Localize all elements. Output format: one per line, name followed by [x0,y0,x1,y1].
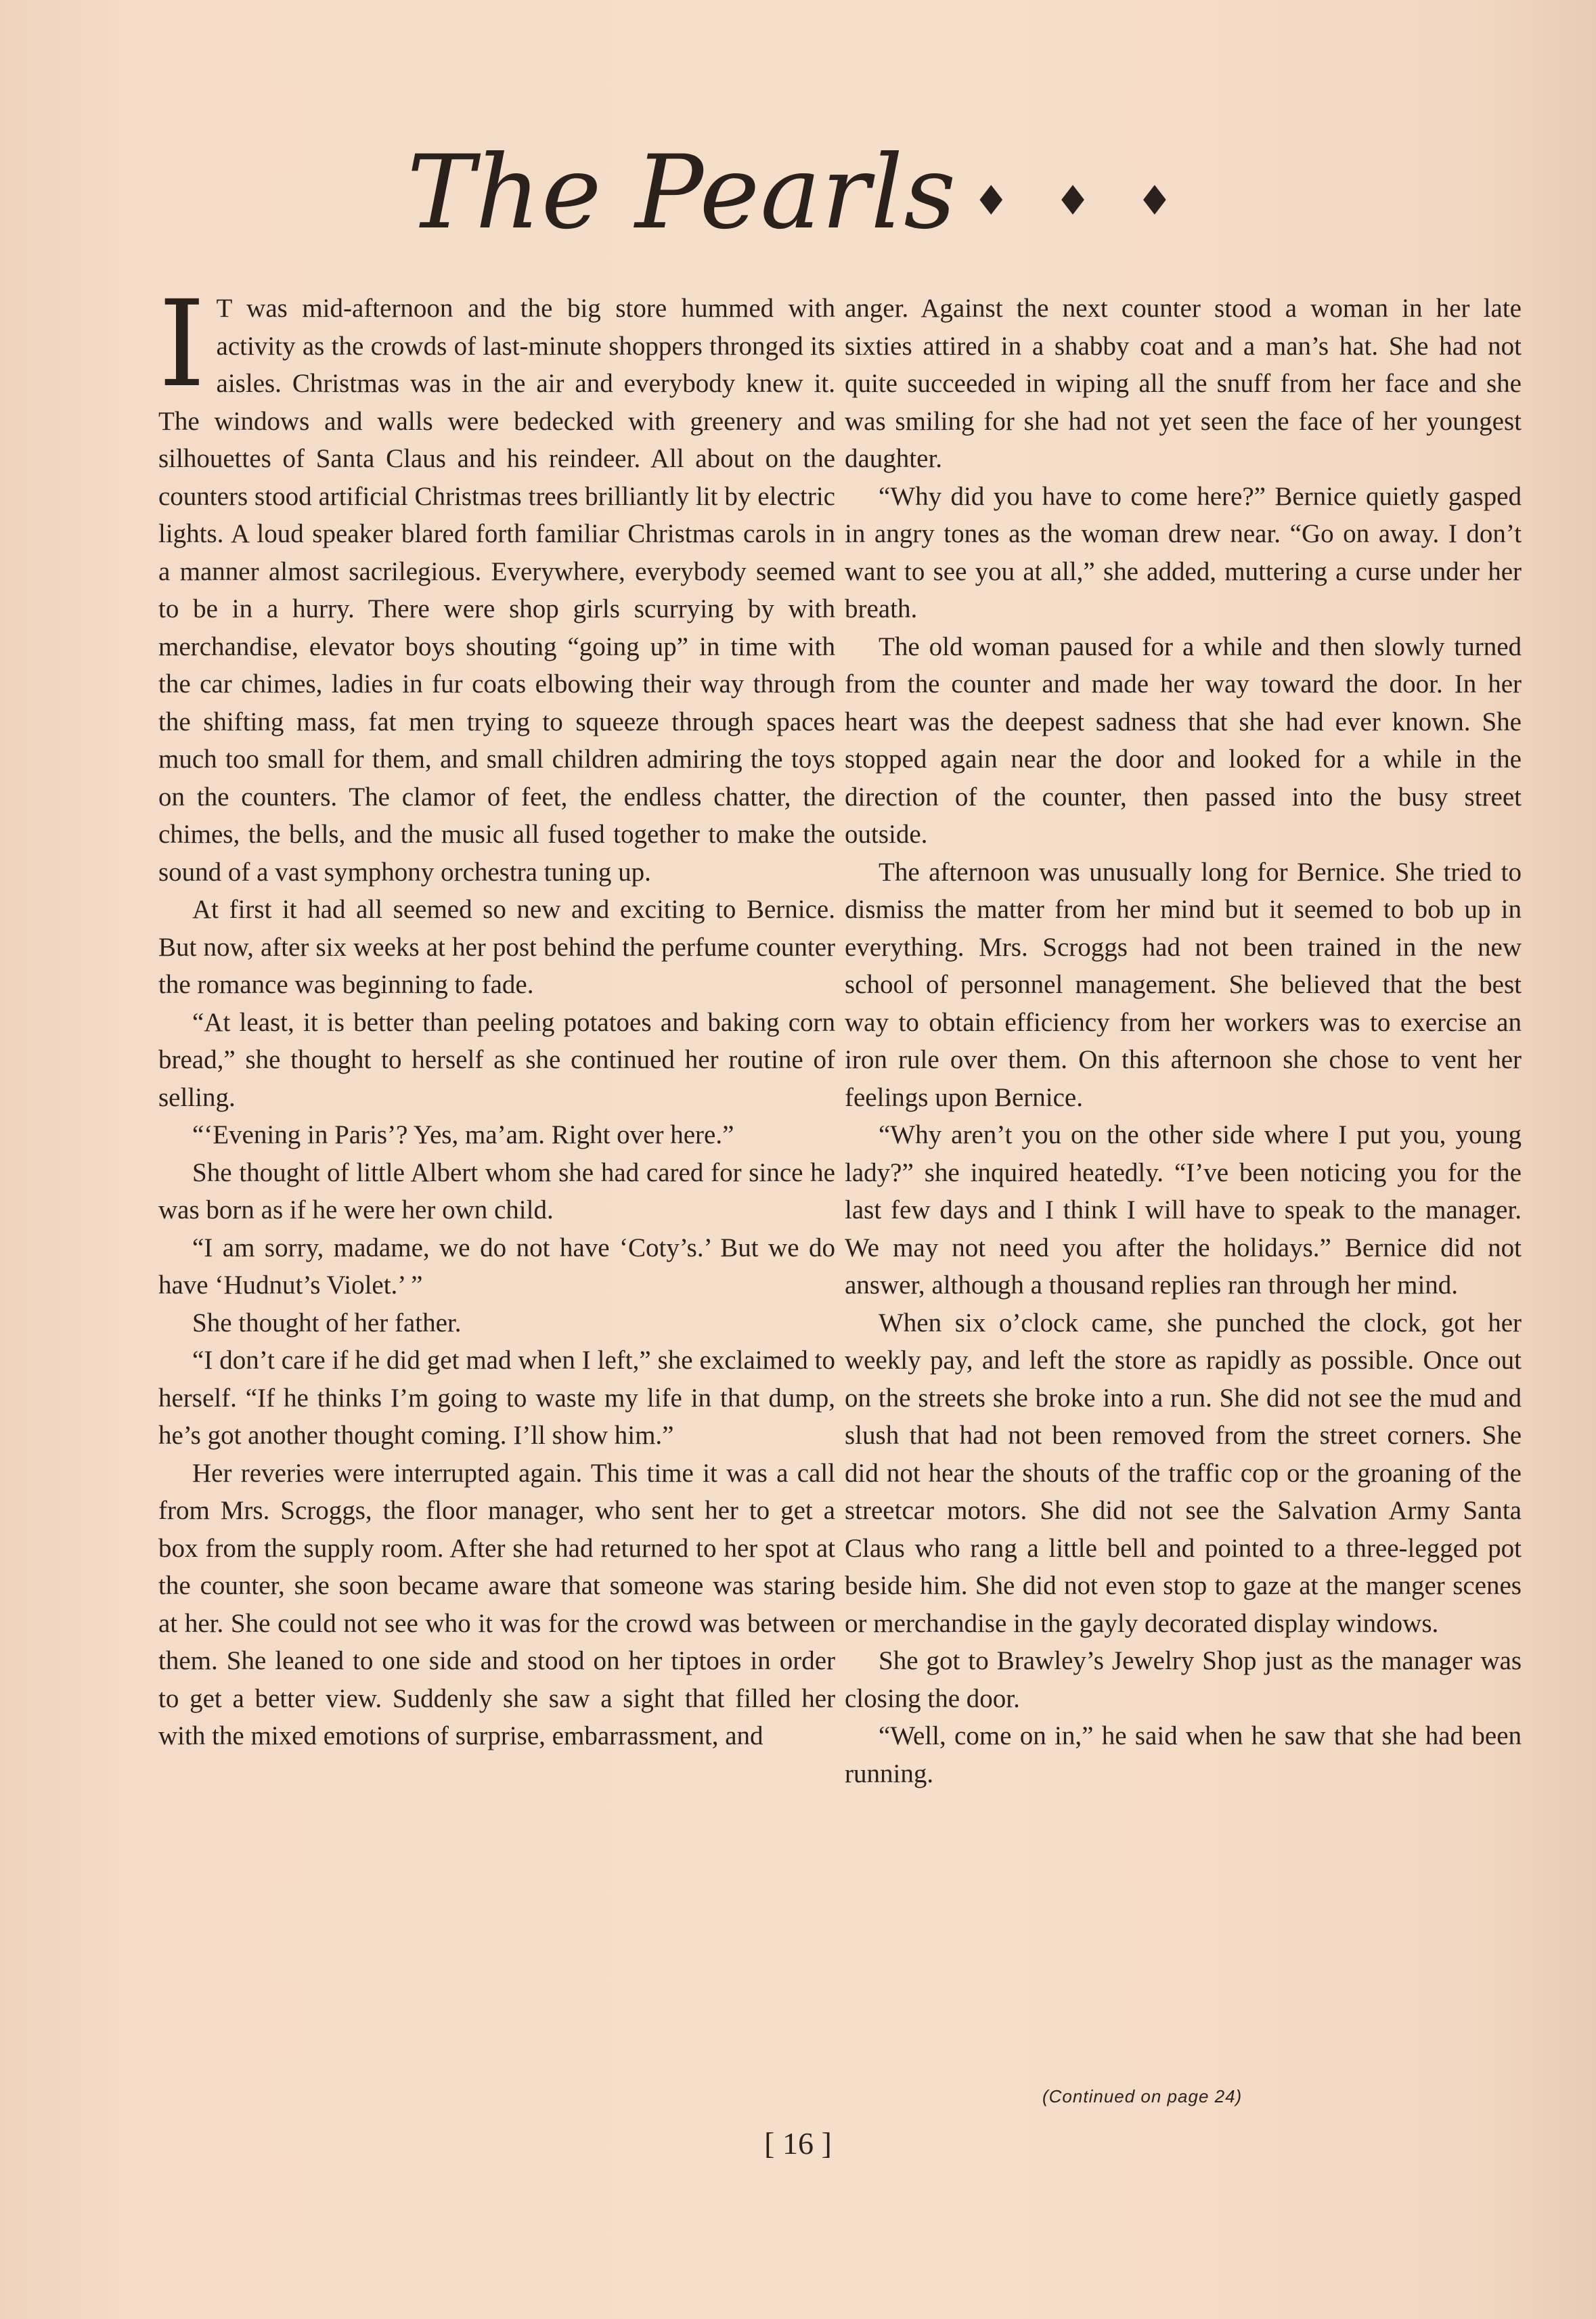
paragraph: “I am sorry, madame, we do not have ‘Coty’s.’ But we do have ‘Hudnut’s Violet.’ ” [158,1233,835,1300]
continued-note: (Continued on page 24) [1042,2086,1243,2106]
story-title [0,135,1596,259]
paragraph: She thought of little Albert whom she had cared for since he was born as if he were her own child. [158,1157,835,1224]
paragraph: “I don’t care if he did get mad when I left,” she exclaimed to herself. “If he thinks I’m going to waste my life in that dump, he’s got another thought coming. I’ll show him.” [158,1346,835,1450]
left-column [158,275,835,1755]
title-text: The Pearls [407,134,957,252]
paragraph: “‘Evening in Paris’? Yes, ma’am. Right over here.” [192,1120,734,1149]
paragraph: The old woman paused for a while and then slowly turned from the counter and made her way toward the door. In her heart was the deepest sadness that she had ever known. She stopped again near the door and looked for a while in the direction of the counter, then passed into the busy street outside. [845,632,1522,849]
paragraph: “Why aren’t you on the other side where I put you, young lady?” she inquired heatedly. “I’ve been noticing you for the last few days and I think I will have to speak to the manager. We may not need you after the holidays.” Bernice did not answer, although a thousand replies ran through her mind. [845,1120,1522,1300]
paragraph: The afternoon was unusually long for Bernice. She tried to dismiss the matter from her mind but it seemed to bob up in everything. Mrs. Scroggs had not been trained in the new school of personnel management. She believed that the best way to obtain efficiency from her workers was to exercise an iron rule over them. On this afternoon she chose to vent her feelings upon Bernice. [845,857,1522,1112]
right-column [845,290,1522,1792]
drop-cap: I [158,275,206,414]
paragraph: At first it had all seemed so new and exciting to Bernice. But now, after six weeks at her post behind the perfume counter the romance was beginning to fade. [158,895,835,999]
paragraph: anger. Against the next counter stood a woman in her late sixties attired in a shabby coat and a man’s hat. She had not quite succeeded in wiping all the snuff from her face and she was smiling for she had not yet seen the face of her youngest daughter. [845,294,1522,473]
paragraph: “Why did you have to come here?” Bernice quietly gasped in angry tones as the woman drew near. “Go on away. I don’t want to see you at all,” she added, muttering a curse under her breath. [845,481,1522,623]
paragraph: I T was mid-afternoon and the big store hummed with activity as the crowds of last-minute shoppers thronged its aisles. Christmas was in the air and everybody knew it. The windows and walls were bedecked with greenery and silhouettes of Santa Claus and his reindeer. All about on the counters stood artificial Christmas trees brilliantly lit by electric lights. A loud speaker blared forth familiar Christmas carols in a manner almost sacrilegious. Everywhere, everybody seemed to be in a hurry. There were shop girls scurrying by with merchandise, elevator boys shouting “going up” in time with the car chimes, ladies in fur coats elbowing their way through the shifting mass, fat men trying to squeeze through spaces much too small for them, and small children admiring the toys on the counters. The clamor of feet, the endless chatter, the chimes, the bells, and the music all fused together to make the sound of a vast symphony orchestra tuning up. [158,275,835,887]
title-ornament: ♦ ♦ ♦ [973,177,1189,225]
paragraph: She got to Brawley’s Jewelry Shop just as the manager was closing the door. [845,1646,1522,1713]
paragraph: Her reveries were interrupted again. This time it was a call from Mrs. Scroggs, the floor manager, who sent her to get a box from the supply room. After she had returned to her spot at the counter, she soon became aware that someone was staring at her. She could not see who it was for the crowd was between them. She leaned to one side and stood on her tiptoes in order to get a better view. Suddenly she saw a sight that filled her with the mixed emotions of surprise, embarrassment, and [158,1458,835,1750]
paragraph: “Well, come on in,” he said when he saw that she had been running. [845,1721,1522,1788]
paragraph: When six o’clock came, she punched the clock, got her weekly pay, and left the store as rapidly as possible. Once out on the streets she broke into a run. She did not see the mud and slush that had not been removed from the street corners. She did not hear the shouts of the traffic cop or the groaning of the streetcar motors. She did not see the Salvation Army Santa Claus who rang a little bell and pointed to a three-legged pot beside him. She did not even stop to gaze at the manger scenes or merchandise in the gayly decorated display windows. [845,1308,1522,1638]
paragraph: “At least, it is better than peeling potatoes and baking corn bread,” she thought to herself as she continued her routine of selling. [158,1007,835,1112]
paragraph: She thought of her father. [192,1308,462,1338]
page-number: [ 16 ] [764,2126,832,2161]
